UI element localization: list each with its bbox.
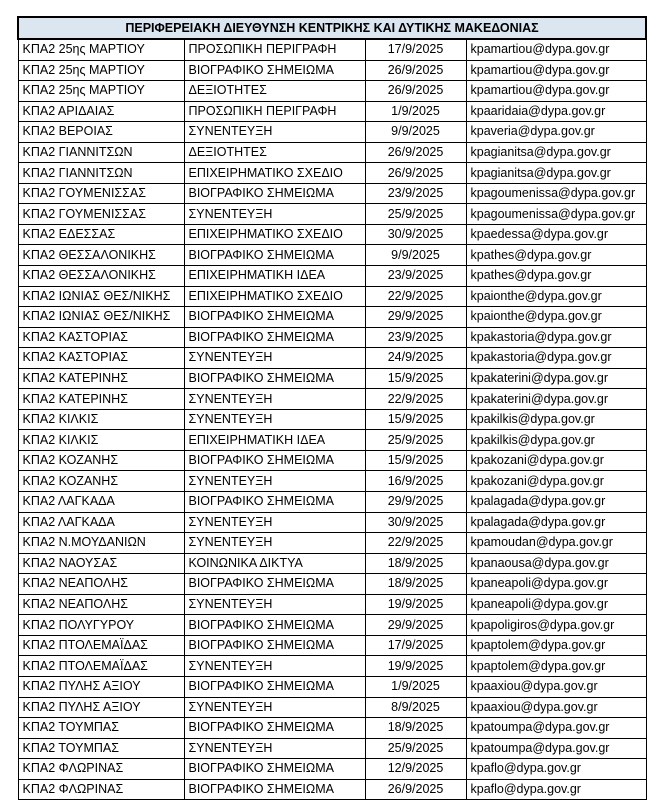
topic-cell: ΒΙΟΓΡΑΦΙΚΟ ΣΗΜΕΙΩΜΑ	[184, 759, 365, 780]
office-cell: ΚΠΑ2 ΒΕΡΟΙΑΣ	[18, 122, 184, 143]
date-cell: 15/9/2025	[365, 368, 466, 389]
date-cell: 23/9/2025	[365, 266, 466, 287]
office-cell: ΚΠΑ2 Ν.ΜΟΥΔΑΝΙΩΝ	[18, 533, 184, 554]
topic-cell: ΣΥΝΕΝΤΕΥΞΗ	[184, 738, 365, 759]
topic-cell: ΣΥΝΕΝΤΕΥΞΗ	[184, 697, 365, 718]
table-row	[18, 594, 646, 615]
date-cell: 23/9/2025	[365, 183, 466, 204]
office-cell: ΚΠΑ2 ΤΟΥΜΠΑΣ	[18, 738, 184, 759]
date-cell: 26/9/2025	[365, 779, 466, 800]
table-row	[18, 738, 646, 759]
topic-cell: ΒΙΟΓΡΑΦΙΚΟ ΣΗΜΕΙΩΜΑ	[184, 635, 365, 656]
office-cell: ΚΠΑ2 ΚΙΛΚΙΣ	[18, 409, 184, 430]
office-cell: ΚΠΑ2 ΚΑΣΤΟΡΙΑΣ	[18, 348, 184, 369]
date-cell: 23/9/2025	[365, 327, 466, 348]
topic-cell: ΠΡΟΣΩΠΙΚΗ ΠΕΡΙΓΡΑΦΗ	[184, 39, 365, 60]
email-cell: kpathes@dypa.gov.gr	[466, 245, 646, 266]
date-cell: 8/9/2025	[365, 697, 466, 718]
topic-cell: ΣΥΝΕΝΤΕΥΞΗ	[184, 656, 365, 677]
date-cell: 16/9/2025	[365, 471, 466, 492]
email-cell: kpakozani@dypa.gov.gr	[466, 471, 646, 492]
office-cell: ΚΠΑ2 ΝΕΑΠΟΛΗΣ	[18, 574, 184, 595]
topic-cell: ΣΥΝΕΝΤΕΥΞΗ	[184, 122, 365, 143]
topic-cell: ΒΙΟΓΡΑΦΙΚΟ ΣΗΜΕΙΩΜΑ	[184, 492, 365, 513]
date-cell: 22/9/2025	[365, 389, 466, 410]
email-cell: kpagoumenissa@dypa.gov.gr	[466, 183, 646, 204]
email-cell: kpalagada@dypa.gov.gr	[466, 512, 646, 533]
topic-cell: ΣΥΝΕΝΤΕΥΞΗ	[184, 409, 365, 430]
email-cell: kpagianitsa@dypa.gov.gr	[466, 142, 646, 163]
email-cell: kpaptolem@dypa.gov.gr	[466, 635, 646, 656]
table-row	[18, 39, 646, 60]
topic-cell: ΣΥΝΕΝΤΕΥΞΗ	[184, 389, 365, 410]
table-row	[18, 122, 646, 143]
topic-cell: ΒΙΟΓΡΑΦΙΚΟ ΣΗΜΕΙΩΜΑ	[184, 779, 365, 800]
email-cell: kpaflo@dypa.gov.gr	[466, 759, 646, 780]
email-cell: kpakozani@dypa.gov.gr	[466, 450, 646, 471]
table-row	[18, 553, 646, 574]
table-row	[18, 81, 646, 102]
date-cell: 26/9/2025	[365, 163, 466, 184]
office-cell: ΚΠΑ2 ΛΑΓΚΑΔΑ	[18, 492, 184, 513]
office-cell: ΚΠΑ2 ΝΕΑΠΟΛΗΣ	[18, 594, 184, 615]
topic-cell: ΔΕΞΙΟΤΗΤΕΣ	[184, 81, 365, 102]
table-row	[18, 512, 646, 533]
office-cell: ΚΠΑ2 25ης ΜΑΡΤΙΟΥ	[18, 81, 184, 102]
table-row	[18, 759, 646, 780]
email-cell: kpamartiou@dypa.gov.gr	[466, 81, 646, 102]
table-row	[18, 471, 646, 492]
table-row	[18, 368, 646, 389]
email-cell: kpakilkis@dypa.gov.gr	[466, 430, 646, 451]
date-cell: 19/9/2025	[365, 656, 466, 677]
office-cell: ΚΠΑ2 ΓΟΥΜΕΝΙΣΣΑΣ	[18, 204, 184, 225]
date-cell: 17/9/2025	[365, 39, 466, 60]
email-cell: kpaedessa@dypa.gov.gr	[466, 224, 646, 245]
table-row	[18, 718, 646, 739]
date-cell: 18/9/2025	[365, 553, 466, 574]
office-cell: ΚΠΑ2 ΤΟΥΜΠΑΣ	[18, 718, 184, 739]
table-row	[18, 266, 646, 287]
table-row	[18, 327, 646, 348]
office-cell: ΚΠΑ2 ΚΑΣΤΟΡΙΑΣ	[18, 327, 184, 348]
email-cell: kpalagada@dypa.gov.gr	[466, 492, 646, 513]
email-cell: kpapoligiros@dypa.gov.gr	[466, 615, 646, 636]
schedule-sheet	[17, 16, 645, 800]
date-cell: 9/9/2025	[365, 245, 466, 266]
date-cell: 25/9/2025	[365, 204, 466, 225]
email-cell: kpakastoria@dypa.gov.gr	[466, 348, 646, 369]
topic-cell: ΣΥΝΕΝΤΕΥΞΗ	[184, 471, 365, 492]
email-cell: kpaflo@dypa.gov.gr	[466, 779, 646, 800]
email-cell: kpatoumpa@dypa.gov.gr	[466, 718, 646, 739]
table-row	[18, 409, 646, 430]
date-cell: 9/9/2025	[365, 122, 466, 143]
office-cell: ΚΠΑ2 ΦΛΩΡΙΝΑΣ	[18, 759, 184, 780]
email-cell: kpaaridaia@dypa.gov.gr	[466, 101, 646, 122]
office-cell: ΚΠΑ2 ΓΙΑΝΝΙΤΣΩΝ	[18, 142, 184, 163]
office-cell: ΚΠΑ2 ΕΔΕΣΣΑΣ	[18, 224, 184, 245]
office-cell: ΚΠΑ2 ΓΟΥΜΕΝΙΣΣΑΣ	[18, 183, 184, 204]
topic-cell: ΔΕΞΙΟΤΗΤΕΣ	[184, 142, 365, 163]
table-row	[18, 635, 646, 656]
email-cell: kpaaxiou@dypa.gov.gr	[466, 676, 646, 697]
topic-cell: ΠΡΟΣΩΠΙΚΗ ΠΕΡΙΓΡΑΦΗ	[184, 101, 365, 122]
table-row	[18, 348, 646, 369]
email-cell: kpamartiou@dypa.gov.gr	[466, 39, 646, 60]
date-cell: 12/9/2025	[365, 759, 466, 780]
date-cell: 29/9/2025	[365, 615, 466, 636]
table-row	[18, 307, 646, 328]
email-cell: kpatoumpa@dypa.gov.gr	[466, 738, 646, 759]
table-row	[18, 163, 646, 184]
table-row	[18, 286, 646, 307]
table-row	[18, 389, 646, 410]
date-cell: 30/9/2025	[365, 224, 466, 245]
email-cell: kpakaterini@dypa.gov.gr	[466, 368, 646, 389]
table-row	[18, 656, 646, 677]
office-cell: ΚΠΑ2 ΠΟΛΥΓΥΡΟΥ	[18, 615, 184, 636]
table-row	[18, 245, 646, 266]
office-cell: ΚΠΑ2 ΦΛΩΡΙΝΑΣ	[18, 779, 184, 800]
date-cell: 26/9/2025	[365, 142, 466, 163]
table-row	[18, 430, 646, 451]
date-cell: 22/9/2025	[365, 533, 466, 554]
date-cell: 1/9/2025	[365, 676, 466, 697]
topic-cell: ΒΙΟΓΡΑΦΙΚΟ ΣΗΜΕΙΩΜΑ	[184, 615, 365, 636]
date-cell: 22/9/2025	[365, 286, 466, 307]
date-cell: 24/9/2025	[365, 348, 466, 369]
office-cell: ΚΠΑ2 ΙΩΝΙΑΣ ΘΕΣ/ΝΙΚΗΣ	[18, 286, 184, 307]
office-cell: ΚΠΑ2 ΠΤΟΛΕΜΑΪΔΑΣ	[18, 635, 184, 656]
date-cell: 18/9/2025	[365, 574, 466, 595]
topic-cell: ΕΠΙΧΕΙΡΗΜΑΤΙΚΟ ΣΧΕΔΙΟ	[184, 224, 365, 245]
date-cell: 15/9/2025	[365, 409, 466, 430]
topic-cell: ΣΥΝΕΝΤΕΥΞΗ	[184, 204, 365, 225]
date-cell: 15/9/2025	[365, 450, 466, 471]
office-cell: ΚΠΑ2 ΛΑΓΚΑΔΑ	[18, 512, 184, 533]
date-cell: 1/9/2025	[365, 101, 466, 122]
topic-cell: ΒΙΟΓΡΑΦΙΚΟ ΣΗΜΕΙΩΜΑ	[184, 676, 365, 697]
office-cell: ΚΠΑ2 ΚΟΖΑΝΗΣ	[18, 450, 184, 471]
table-title: ΠΕΡΙΦΕΡΕΙΑΚΗ ΔΙΕΥΘΥΝΣΗ ΚΕΝΤΡΙΚΗΣ ΚΑΙ ΔΥΤΙΚΗΣ ΜΑΚΕΔΟΝΙΑΣ	[18, 17, 646, 39]
email-cell: kpaptolem@dypa.gov.gr	[466, 656, 646, 677]
office-cell: ΚΠΑ2 ΝΑΟΥΣΑΣ	[18, 553, 184, 574]
email-cell: kpaionthe@dypa.gov.gr	[466, 286, 646, 307]
date-cell: 18/9/2025	[365, 718, 466, 739]
table-row	[18, 142, 646, 163]
email-cell: kpagoumenissa@dypa.gov.gr	[466, 204, 646, 225]
table-row	[18, 676, 646, 697]
table-body	[18, 39, 646, 800]
topic-cell: ΕΠΙΧΕΙΡΗΜΑΤΙΚΟ ΣΧΕΔΙΟ	[184, 286, 365, 307]
email-cell: kpamoudan@dypa.gov.gr	[466, 533, 646, 554]
title-row	[18, 17, 646, 39]
topic-cell: ΒΙΟΓΡΑΦΙΚΟ ΣΗΜΕΙΩΜΑ	[184, 574, 365, 595]
table-row	[18, 615, 646, 636]
topic-cell: ΒΙΟΓΡΑΦΙΚΟ ΣΗΜΕΙΩΜΑ	[184, 718, 365, 739]
table-row	[18, 60, 646, 81]
date-cell: 25/9/2025	[365, 430, 466, 451]
topic-cell: ΒΙΟΓΡΑΦΙΚΟ ΣΗΜΕΙΩΜΑ	[184, 183, 365, 204]
topic-cell: ΒΙΟΓΡΑΦΙΚΟ ΣΗΜΕΙΩΜΑ	[184, 368, 365, 389]
topic-cell: ΕΠΙΧΕΙΡΗΜΑΤΙΚΟ ΣΧΕΔΙΟ	[184, 163, 365, 184]
topic-cell: ΒΙΟΓΡΑΦΙΚΟ ΣΗΜΕΙΩΜΑ	[184, 327, 365, 348]
office-cell: ΚΠΑ2 ΚΟΖΑΝΗΣ	[18, 471, 184, 492]
topic-cell: ΚΟΙΝΩΝΙΚΑ ΔΙΚΤΥΑ	[184, 553, 365, 574]
email-cell: kpamartiou@dypa.gov.gr	[466, 60, 646, 81]
email-cell: kpaneapoli@dypa.gov.gr	[466, 574, 646, 595]
topic-cell: ΒΙΟΓΡΑΦΙΚΟ ΣΗΜΕΙΩΜΑ	[184, 450, 365, 471]
office-cell: ΚΠΑ2 ΘΕΣΣΑΛΟΝΙΚΗΣ	[18, 266, 184, 287]
office-cell: ΚΠΑ2 ΚΙΛΚΙΣ	[18, 430, 184, 451]
topic-cell: ΣΥΝΕΝΤΕΥΞΗ	[184, 594, 365, 615]
date-cell: 17/9/2025	[365, 635, 466, 656]
email-cell: kpaaxiou@dypa.gov.gr	[466, 697, 646, 718]
table-row	[18, 450, 646, 471]
email-cell: kpagianitsa@dypa.gov.gr	[466, 163, 646, 184]
table-row	[18, 779, 646, 800]
table-row	[18, 183, 646, 204]
table-row	[18, 574, 646, 595]
office-cell: ΚΠΑ2 25ης ΜΑΡΤΙΟΥ	[18, 60, 184, 81]
office-cell: ΚΠΑ2 ΠΤΟΛΕΜΑΪΔΑΣ	[18, 656, 184, 677]
date-cell: 29/9/2025	[365, 492, 466, 513]
office-cell: ΚΠΑ2 ΙΩΝΙΑΣ ΘΕΣ/ΝΙΚΗΣ	[18, 307, 184, 328]
email-cell: kpaionthe@dypa.gov.gr	[466, 307, 646, 328]
date-cell: 25/9/2025	[365, 738, 466, 759]
topic-cell: ΒΙΟΓΡΑΦΙΚΟ ΣΗΜΕΙΩΜΑ	[184, 307, 365, 328]
topic-cell: ΣΥΝΕΝΤΕΥΞΗ	[184, 512, 365, 533]
table-row	[18, 224, 646, 245]
table-row	[18, 492, 646, 513]
topic-cell: ΣΥΝΕΝΤΕΥΞΗ	[184, 348, 365, 369]
topic-cell: ΕΠΙΧΕΙΡΗΜΑΤΙΚΗ ΙΔΕΑ	[184, 266, 365, 287]
email-cell: kpaneapoli@dypa.gov.gr	[466, 594, 646, 615]
office-cell: ΚΠΑ2 ΚΑΤΕΡΙΝΗΣ	[18, 389, 184, 410]
table-row	[18, 697, 646, 718]
email-cell: kpanaousa@dypa.gov.gr	[466, 553, 646, 574]
office-cell: ΚΠΑ2 25ης ΜΑΡΤΙΟΥ	[18, 39, 184, 60]
office-cell: ΚΠΑ2 ΓΙΑΝΝΙΤΣΩΝ	[18, 163, 184, 184]
email-cell: kpakilkis@dypa.gov.gr	[466, 409, 646, 430]
topic-cell: ΒΙΟΓΡΑΦΙΚΟ ΣΗΜΕΙΩΜΑ	[184, 245, 365, 266]
schedule-table	[17, 16, 647, 800]
email-cell: kpaveria@dypa.gov.gr	[466, 122, 646, 143]
table-row	[18, 533, 646, 554]
date-cell: 19/9/2025	[365, 594, 466, 615]
topic-cell: ΕΠΙΧΕΙΡΗΜΑΤΙΚΗ ΙΔΕΑ	[184, 430, 365, 451]
date-cell: 30/9/2025	[365, 512, 466, 533]
date-cell: 29/9/2025	[365, 307, 466, 328]
table-row	[18, 204, 646, 225]
office-cell: ΚΠΑ2 ΠΥΛΗΣ ΑΞΙΟΥ	[18, 676, 184, 697]
table-row	[18, 101, 646, 122]
email-cell: kpakastoria@dypa.gov.gr	[466, 327, 646, 348]
office-cell: ΚΠΑ2 ΠΥΛΗΣ ΑΞΙΟΥ	[18, 697, 184, 718]
office-cell: ΚΠΑ2 ΘΕΣΣΑΛΟΝΙΚΗΣ	[18, 245, 184, 266]
topic-cell: ΒΙΟΓΡΑΦΙΚΟ ΣΗΜΕΙΩΜΑ	[184, 60, 365, 81]
date-cell: 26/9/2025	[365, 60, 466, 81]
office-cell: ΚΠΑ2 ΚΑΤΕΡΙΝΗΣ	[18, 368, 184, 389]
office-cell: ΚΠΑ2 ΑΡΙΔΑΙΑΣ	[18, 101, 184, 122]
date-cell: 26/9/2025	[365, 81, 466, 102]
email-cell: kpakaterini@dypa.gov.gr	[466, 389, 646, 410]
email-cell: kpathes@dypa.gov.gr	[466, 266, 646, 287]
topic-cell: ΣΥΝΕΝΤΕΥΞΗ	[184, 533, 365, 554]
